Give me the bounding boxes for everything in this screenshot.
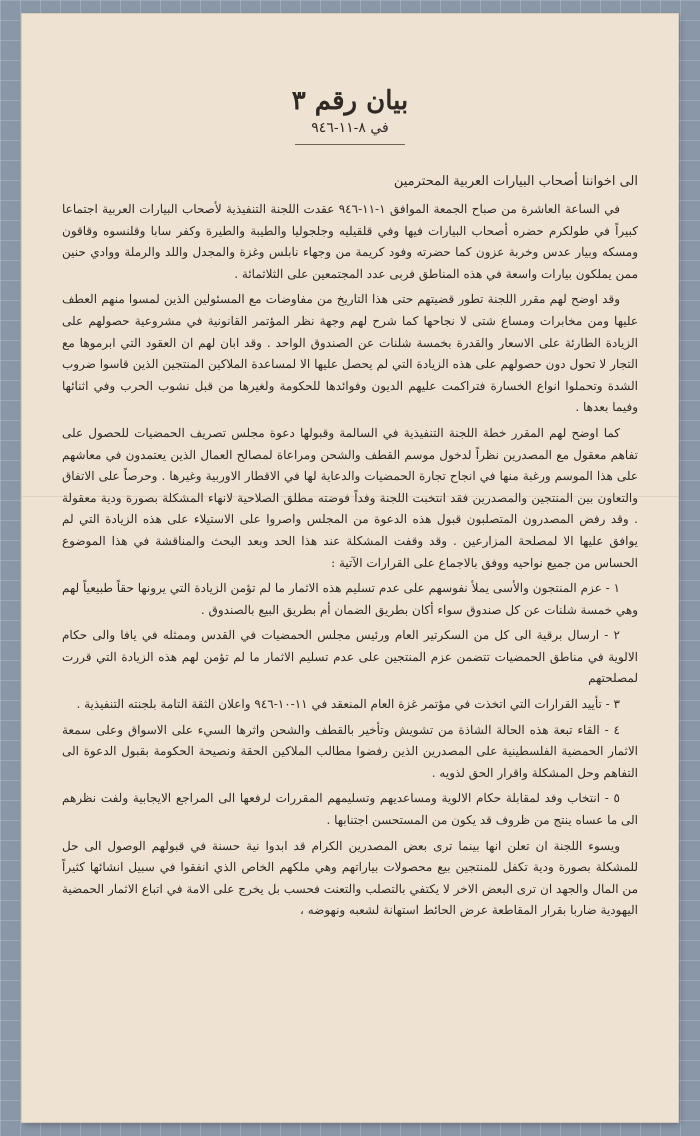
salutation: الى اخواننا أصحاب البيارات العربية المحترمين [393, 174, 638, 189]
resolution-2: ٢ - ارسال برقية الى كل من السكرتير العام ورئيس مجلس الحمضيات في القدس وممثله في يافا والى حكام الالوية في مناطق الحمضيات تتضمن عزم المنتجين على عدم تسليم الاثمار ما لم تؤمن لهم هذه الزيادة التي قررت لمصلحتهم [62, 628, 638, 686]
paper-fold-line [22, 496, 678, 497]
paragraph-explanation: وقد اوضح لهم مقرر اللجنة تطور قضيتهم حتى هذا التاريخ من مفاوضات مع المسئولين الذين لمسوا منهم العطف عليها ومن مخابرات ومساع شتى لا نجاحها كما شرح لهم وجهة نظر المؤتمر القانونية في مشروعية حصولهم على الزيادة الطارئة على الاسعار والقدرة بخمسة شلنات عن الصندوق الواحد . وقد ابان لهم ان العقود التي ابرموها مع التجار لا تحول دون حصولهم على هذه الزيادة التي لم يحصل عليها الا لمساعدة الملاكين المنتجين الذين قاسوا ضروب الشدة وتحملوا انواع الخسارة فتراكمت عليهم الديون وفوائدها للحكومة ولغيرها من قبل نشوب الحرب وفي اثنائها وفيما بعدها . [62, 292, 638, 415]
document-title: بيان رقم ٣ [291, 86, 409, 116]
document-page [22, 14, 678, 1122]
resolution-4: ٤ - القاء تبعة هذه الحالة الشاذة من تشويش وتأخير بالقطف والشحن واثرها السيء على الاسواق وعلى سمعة الاثمار الحمضية الفلسطينية على المصدرين الذين رفضوا مطالب الملاكين الحقة ونصيحة الحكومة بقبول الدعوة الى التفاهم وحل المشكلة واقرار الحق لذويه . [62, 722, 638, 780]
paragraph-meeting: في الساعة العاشرة من صباح الجمعة الموافق ١-١١-٩٤٦ عقدت اللجنة التنفيذية لأصحاب البيارات العربية اجتماعا كبيراً في طولكرم حضره أصحاب البيارات فيها وفي قلقيليه وجلجوليا والطيبة والطيرة وكفر سابا وقلنسوه وقاقون ومسكه وبيار عدس وخربة عزون كما حضرته وفود كريمة من وجهاء نابلس وغزة والمجدل واللد والرملة ووادي حنين ممن يملكون بيارات واسعة في هذه المناطق فربى عدد المجتمعين على الثلاثمائة . [62, 202, 638, 281]
paragraph-plan: كما اوضح لهم المقرر خطة اللجنة التنفيذية في السالمة وقبولها دعوة مجلس تصريف الحمضيات للحصول على تفاهم معقول مع المصدرين نظراً لدخول موسم القطف والشحن ومراعاة لمصالح العمال الذين يعتمدون في معاشهم على هذا الموسم ورغبة منها في انجاح تجارة الحمضيات والدعاية لها في الاقطار الاوربية وغيرها . وحرصاً على الاتفاق والتعاون بين المنتجين والمصدرين فقد انتخبت اللجنة وفداً فوضته مطلق الصلاحية لانهاء المشكلة بصورة ودية معقولة . وقد رفض المصدرون المتصلبون قبول هذه الدعوة من المجلس واصروا على الاستيلاء على هذه الزيادة التي لم يوافق عليها الا لمصلحة المزارعين . وقد وقفت المشكلة عند هذا الحد وبعد البحث والمناقشة في هذا الموضوع الحساس من جميع نواحيه ووفق بالاجماع على القرارات الآتية : [62, 425, 638, 570]
resolution-5: ٥ - انتخاب وفد لمقابلة حكام الالوية ومساعديهم وتسليمهم المقررات لرفعها الى المراجع الايجابية ولفت نظرهم الى ما عساه ينتج من ظروف قد يكون من المستحسن اجتنابها . [62, 791, 638, 828]
resolution-1: ١ - عزم المنتجون والأسى يملأ نفوسهم على عدم تسليم هذه الاثمار ما لم تؤمن الزيادة التي يرونها حقاً طبيعياً لهم وهي خمسة شلنات عن كل صندوق سواء أكان بطريق الضمان أم بطريق البيع بالصندوق . [62, 581, 638, 617]
title-underline [295, 144, 405, 145]
document-date: في ٨-١١-٩٤٦ [311, 120, 389, 136]
paragraph-closing: ويسوء اللجنة ان تعلن انها بينما ترى بعض المصدرين الكرام قد ابدوا نية حسنة في قبولهم الوصول الى حل للمشكلة بصورة ودية تكفل للمنتجين بيع محصولات بياراتهم وهي ملكهم الخاص الذي انفقوا في سبيل انشائها كثيراً من المال والجهد ان ترى البعض الاخر لا يكتفي بالتصلب والتعنت فحسب بل يخرج على الامة في اتباع الاثمار الحمضية اليهودية ضاربا بقرار المقاطعة عرض الحائط استهانة لشعبه ونهوضه ، [62, 838, 638, 918]
resolution-3: ٣ - تأييد القرارات التي اتخذت في مؤتمر غزة العام المنعقد في ١١-١٠-٩٤٦ واعلان الثقة التامة بلجنته التنفيذية . [76, 697, 620, 712]
